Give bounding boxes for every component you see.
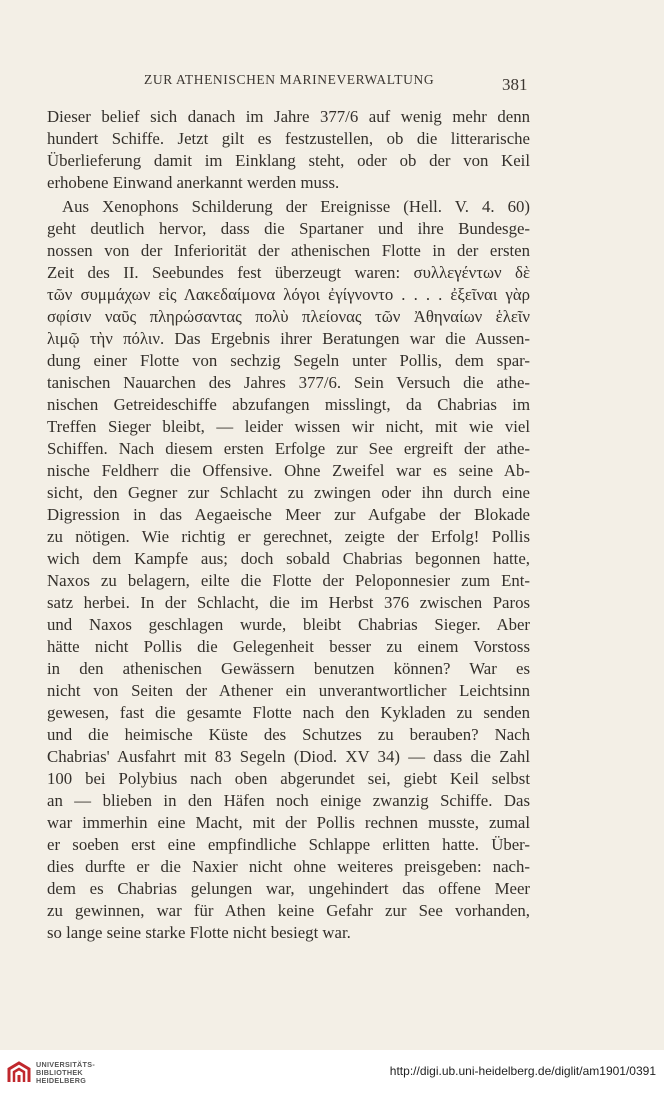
text-line: τῶν συμμάχων εἰς Λακεδαίμονα λόγοι ἐγίγνοντο . . . . ἐξεῖναι γὰρ [47, 285, 530, 304]
text-line: sicht, den Gegner zur Schlacht zu zwingen oder ihn durch eine [47, 483, 530, 502]
text-line: in den athenischen Gewässern benutzen können? War es [47, 659, 530, 678]
text-line: an — blieben in den Häfen noch einige zwanzig Schiffe. Das [47, 791, 530, 810]
text-line: nicht von Seiten der Athener ein unverantwortlicher Leichtsinn [47, 681, 530, 700]
source-url-link[interactable]: http://digi.ub.uni-heidelberg.de/diglit/am1901/0391 [389, 1064, 656, 1078]
text-line: tanischen Nauarchen des Jahres 377/6. Sein Versuch die athe- [47, 373, 530, 392]
footer-bar [0, 1050, 664, 1093]
text-line: zu gewinnen, war für Athen keine Gefahr zur See vorhanden, [47, 901, 530, 920]
text-line: Zeit des II. Seebundes fest überzeugt waren: συλλεγέντων δὲ [47, 263, 530, 282]
university-library-logo-icon [6, 1060, 32, 1086]
page-number: 381 [502, 75, 528, 94]
text-line: Chabrias' Ausfahrt mit 83 Segeln (Diod. XV 34) — dass die Zahl [47, 747, 530, 766]
text-line: geht deutlich hervor, dass die Spartaner und ihre Bundesge- [47, 219, 530, 238]
text-line: wich dem Kampfe aus; doch sobald Chabrias begonnen hatte, [47, 549, 530, 568]
text-line: zu nötigen. Wie richtig er gerechnet, zeigte der Erfolg! Pollis [47, 527, 530, 546]
library-name-line: UNIVERSITÄTS- [36, 1060, 96, 1069]
text-line: Treffen Sieger bleibt, — leider wissen wir nicht, mit wie viel [47, 417, 530, 436]
library-name [36, 1061, 95, 1086]
library-name-line: BIBLIOTHEK [36, 1068, 83, 1078]
text-line: hundert Schiffe. Jetzt gilt es festzustellen, ob die litterarische [47, 129, 530, 148]
text-line: und Naxos geschlagen wurde, bleibt Chabrias Sieger. Aber [47, 615, 530, 634]
text-line: und die heimische Küste des Schutzes zu berauben? Nach [47, 725, 530, 744]
text-line: nischen Getreideschiffe abzufangen misslingt, da Chabrias im [47, 395, 530, 414]
text-line: λιμῷ τὴν πόλιν. Das Ergebnis ihrer Beratungen war die Aussen- [47, 329, 530, 348]
text-line: nische Feldherr die Offensive. Ohne Zweifel war es seine Ab- [47, 461, 530, 480]
text-line: Schiffen. Nach diesem ersten Erfolge zur See ergreift der athe- [47, 439, 530, 458]
text-line: war immerhin eine Macht, mit der Pollis rechnen musste, zumal [47, 813, 530, 832]
text-line: nossen von der Inferiorität der athenischen Flotte in der ersten [47, 241, 530, 260]
text-line: Naxos zu belagern, eilte die Flotte der Peloponnesier zum Ent- [47, 571, 530, 590]
text-line: er soeben erst eine empfindliche Schlappe erlitten hatte. Über- [47, 835, 530, 854]
running-head: ZUR ATHENISCHEN MARINEVERWALTUNG [144, 72, 435, 87]
text-line: gewesen, fast die gesamte Flotte nach den Kykladen zu senden [47, 703, 530, 722]
text-line: σφίσιν ναῦς πληρώσαντας πολὺ πλείονας τῶν Ἀθηναίων ἑλεῖν [47, 307, 530, 326]
text-line: Digression in das Aegaeische Meer zur Aufgabe der Blokade [47, 505, 530, 524]
text-line: dung einer Flotte von sechzig Segeln unter Pollis, dem spar- [47, 351, 530, 370]
text-line: 100 bei Polybius nach oben abgerundet sei, giebt Keil selbst [47, 769, 530, 788]
text-line: dem es Chabrias gelungen war, ungehindert das offene Meer [47, 879, 530, 898]
text-line: Überlieferung damit im Einklang steht, oder ob der von Keil [47, 151, 530, 170]
text-line: dies durfte er die Naxier nicht ohne weiteres preisgeben: nach- [47, 857, 530, 876]
library-name-line: HEIDELBERG [36, 1076, 87, 1086]
text-line: erhobene Einwand anerkannt werden muss. [47, 173, 340, 192]
text-line: Aus Xenophons Schilderung der Ereignisse (Hell. V. 4. 60) [62, 197, 530, 216]
text-line: Dieser belief sich danach im Jahre 377/6 auf wenig mehr denn [47, 107, 530, 126]
text-line: hätte nicht Pollis die Gelegenheit besser zu einem Vorstoss [47, 637, 530, 656]
text-line: satz herbei. In der Schlacht, die im Herbst 376 zwischen Paros [47, 593, 530, 612]
text-line: so lange seine starke Flotte nicht besiegt war. [47, 923, 351, 942]
